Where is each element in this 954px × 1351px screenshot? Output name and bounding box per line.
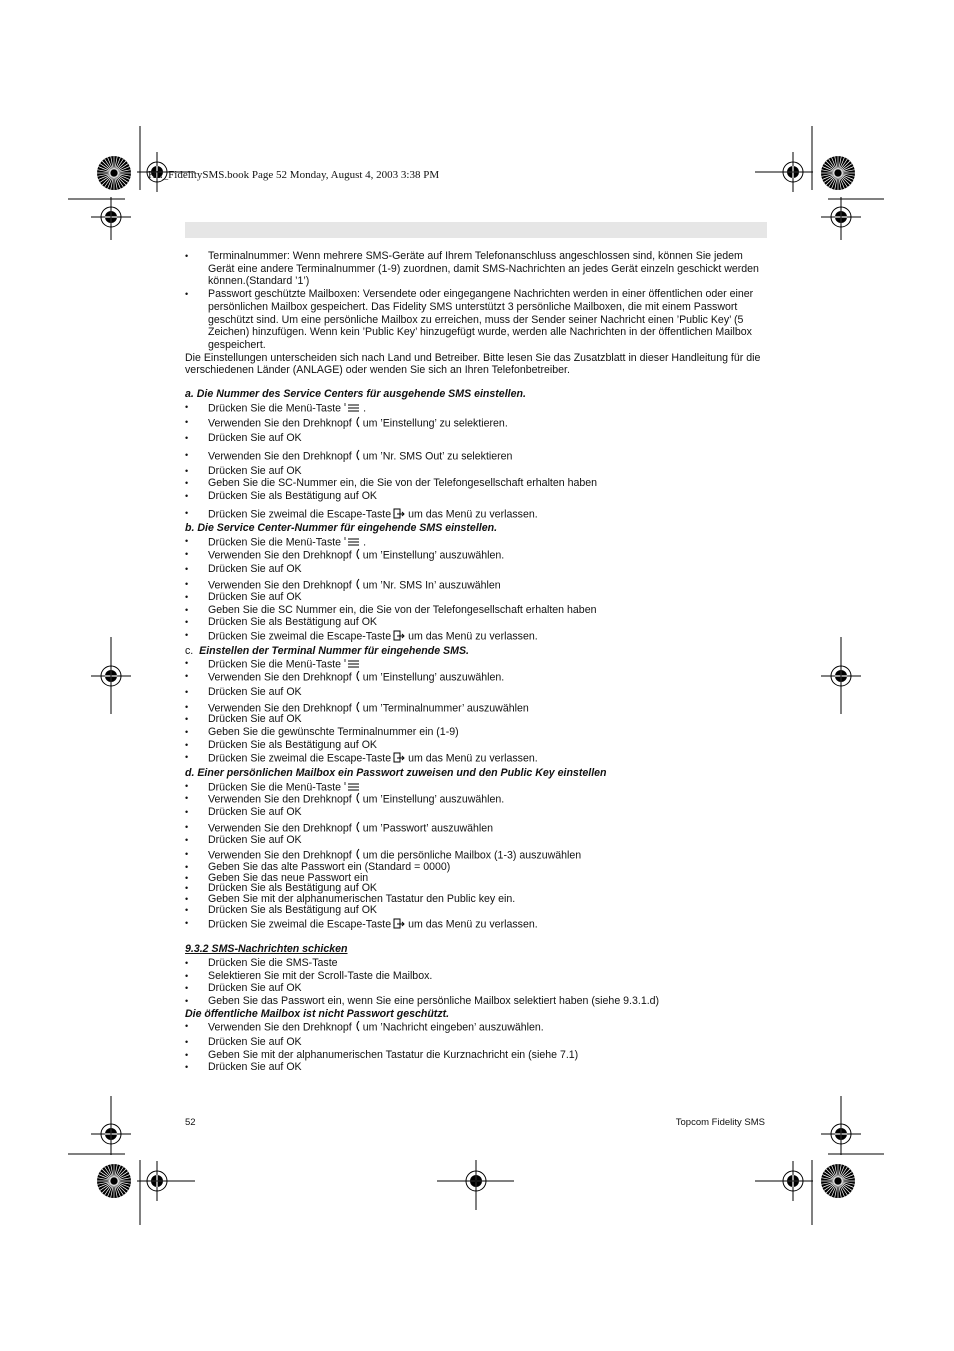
list-item: • Drücken Sie als Bestätigung auf OK <box>185 616 767 629</box>
section-b-title: b. Die Service Center-Nummer für eingehende SMS einstellen. <box>185 522 498 535</box>
list-item: • Drücken Sie auf OK <box>185 834 767 847</box>
list-item <box>185 629 767 645</box>
list-item <box>185 449 767 465</box>
list-item: • Drücken Sie auf OK <box>185 686 767 699</box>
list-item <box>185 507 767 523</box>
list-item: • Drücken Sie als Bestätigung auf OK <box>185 904 767 917</box>
footer-product: Topcom Fidelity SMS <box>675 1117 765 1128</box>
list-item <box>185 917 767 933</box>
step-text: um ’Nachricht eingeben’ auszuwählen. <box>362 1022 544 1035</box>
list-item: • Geben Sie das alte Passwort ein (Standard = 0000) <box>185 861 767 874</box>
step-text: Verwenden Sie den Drehknopf <box>208 849 352 862</box>
list-item <box>185 751 767 767</box>
page-content <box>185 250 767 1074</box>
step-text: um ’Nr. SMS In’ auszuwählen <box>362 579 501 592</box>
list-item <box>185 670 767 686</box>
step-text: Verwenden Sie den Drehknopf <box>208 450 352 463</box>
step-text: um ’Einstellung’ auszuwählen. <box>362 549 505 562</box>
rotary-knob-icon <box>354 449 361 465</box>
escape-key-icon <box>393 507 406 523</box>
list-item: • Geben Sie die gewünschte Terminalnummer ein (1-9) <box>185 726 767 739</box>
step-text: Verwenden Sie den Drehknopf <box>208 1022 352 1035</box>
step-text: um ’Nr. SMS Out’ zu selektieren <box>362 450 513 463</box>
step-text: um das Menü zu verlassen. <box>408 752 538 765</box>
list-item: • Drücken Sie auf OK <box>185 591 767 604</box>
list-item: • Geben Sie das Passwort ein, wenn Sie eine persönliche Mailbox selektiert haben (siehe 9.3.1.d) <box>185 995 767 1008</box>
list-item: • Selektieren Sie mit der Scroll-Taste die Mailbox. <box>185 970 767 983</box>
section-send-title: 9.3.2 SMS-Nachrichten schicken <box>185 943 348 956</box>
list-item: • Terminalnummer: Wenn mehrere SMS-Geräte auf Ihrem Telefonanschluss angeschlossen sind, können Sie jedem Gerät eine andere Terminalnummer (1-9) zuordnen, damit SMS-Nachrichten an jedes Gerät einzeln geschickt werden können.(Standard ’1’) <box>185 250 767 288</box>
list-item: • Drücken Sie als Bestätigung auf OK <box>185 490 767 503</box>
step-text: um das Menü zu verlassen. <box>408 919 538 932</box>
step-text: Drücken Sie zweimal die Escape-Taste <box>208 919 392 932</box>
step-text: Drücken Sie zweimal die Escape-Taste <box>208 752 392 765</box>
list-item: • Drücken Sie auf OK <box>185 432 767 445</box>
step-text: Verwenden Sie den Drehknopf <box>208 822 352 835</box>
list-item: • Passwort geschützte Mailboxen: Versendete oder eingegangene Nachrichten werden in einer öffentlichen oder einer persönlichen Mailbox gespeichert. Das Fidelity SMS unterstützt 3 persönliche Mailboxen, die mit einem Passwort geschützt sind. Um eine persönliche Mailbox zu erreichen, muss der Sender seiner Nachricht einen ’Public Key’ (5 Zeichen) hinzufügen. Wenn kein ’Public Key’ hinzugefügt wurde, werden alle Nachrichten in der öffentlichen Mailbox gespeichert. <box>185 288 767 352</box>
escape-key-icon <box>393 629 406 645</box>
section-d-title: d. Einer persönlichen Mailbox ein Passwort zuweisen und den Public Key einstellen <box>185 767 607 780</box>
step-text: Verwenden Sie den Drehknopf <box>208 418 352 431</box>
section-c-title <box>185 645 767 658</box>
list-item: • Geben Sie mit der alphanumerischen Tastatur den Public key ein. <box>185 893 767 906</box>
section-c-prefix: c. <box>185 644 194 657</box>
list-item <box>185 416 767 432</box>
list-item: • Drücken Sie auf OK <box>185 1036 767 1049</box>
step-text: um ’Einstellung’ zu selektieren. <box>362 418 508 431</box>
step-text: um ’Terminalnummer’ auszuwählen <box>362 702 529 715</box>
print-header-line: HL_FidelitySMS.book Page 52 Monday, August 4, 2003 3:38 PM <box>148 169 440 181</box>
step-text: um das Menü zu verlassen. <box>408 630 538 643</box>
step-text: Verwenden Sie den Drehknopf <box>208 579 352 592</box>
step-text: Verwenden Sie den Drehknopf <box>208 702 352 715</box>
list-item: • Drücken Sie auf OK <box>185 1061 767 1074</box>
step-text: Verwenden Sie den Drehknopf <box>208 794 352 807</box>
escape-key-icon <box>393 751 406 767</box>
step-text: Drücken Sie die Menü-Taste <box>208 536 342 549</box>
list-item: • Geben Sie mit der alphanumerischen Tastatur die Kurznachricht ein (siehe 7.1) <box>185 1049 767 1062</box>
step-text: Verwenden Sie den Drehknopf <box>208 671 352 684</box>
list-item: • Drücken Sie auf OK <box>185 982 767 995</box>
section-c-title-text: Einstellen der Terminal Nummer für eingehende SMS. <box>199 644 469 657</box>
step-text: um ’Passwort’ auszuwählen <box>362 822 494 835</box>
list-item: • Geben Sie die SC Nummer ein, die Sie von der Telefongesellschaft erhalten haben <box>185 604 767 617</box>
step-text: Drücken Sie die Menü-Taste <box>208 781 342 794</box>
list-item: • Drücken Sie die Menü-Taste . <box>185 535 767 551</box>
step-text: um ’Einstellung’ auszuwählen. <box>362 794 505 807</box>
rotary-knob-icon <box>354 670 361 686</box>
section-send-note: Die öffentliche Mailbox ist nicht Passwort geschützt. <box>185 1007 450 1020</box>
list-item: • Drücken Sie auf OK <box>185 563 767 576</box>
list-item: • Drücken Sie als Bestätigung auf OK <box>185 739 767 752</box>
list-item: • Drücken Sie auf OK <box>185 465 767 478</box>
escape-key-icon <box>393 917 406 933</box>
list-item: • Drücken Sie die Menü-Taste . <box>185 401 767 417</box>
list-item: • Drücken Sie auf OK <box>185 713 767 726</box>
step-text: Verwenden Sie den Drehknopf <box>208 549 352 562</box>
step-text: Drücken Sie die Menü-Taste <box>208 402 342 415</box>
list-item: • Drücken Sie auf OK <box>185 806 767 819</box>
list-item: • Drücken Sie als Bestätigung auf OK <box>185 882 767 895</box>
step-text: um die persönliche Mailbox (1-3) auszuwählen <box>362 849 582 862</box>
list-item: • Drücken Sie die SMS-Taste <box>185 957 767 970</box>
page-number: 52 <box>185 1117 196 1128</box>
list-item: • Geben Sie das neue Passwort ein <box>185 872 767 885</box>
intro-paragraph: Die Einstellungen unterscheiden sich nach Land und Betreiber. Bitte lesen Sie das Zusatzblatt in dieser Handleitung für die verschiedenen Länder (ANLAGE) oder wenden Sie sich an Ihren Telefonbetreiber. <box>185 351 761 377</box>
step-text: um ’Einstellung’ auszuwählen. <box>362 671 505 684</box>
list-item: • Geben Sie die SC-Nummer ein, die Sie von der Telefongesellschaft erhalten haben <box>185 477 767 490</box>
section-a-title: a. Die Nummer des Service Centers für ausgehende SMS einstellen. <box>185 388 526 401</box>
step-text: um das Menü zu verlassen. <box>408 508 538 521</box>
list-item <box>185 1020 767 1036</box>
menu-key-icon <box>343 401 361 417</box>
rotary-knob-icon <box>354 416 361 432</box>
list-item <box>185 548 767 564</box>
header-bar <box>185 222 767 238</box>
step-text: Drücken Sie zweimal die Escape-Taste <box>208 630 392 643</box>
rotary-knob-icon <box>354 1020 361 1036</box>
step-text: Drücken Sie zweimal die Escape-Taste <box>208 508 392 521</box>
step-text: Drücken Sie die Menü-Taste <box>208 659 342 672</box>
rotary-knob-icon <box>354 548 361 564</box>
